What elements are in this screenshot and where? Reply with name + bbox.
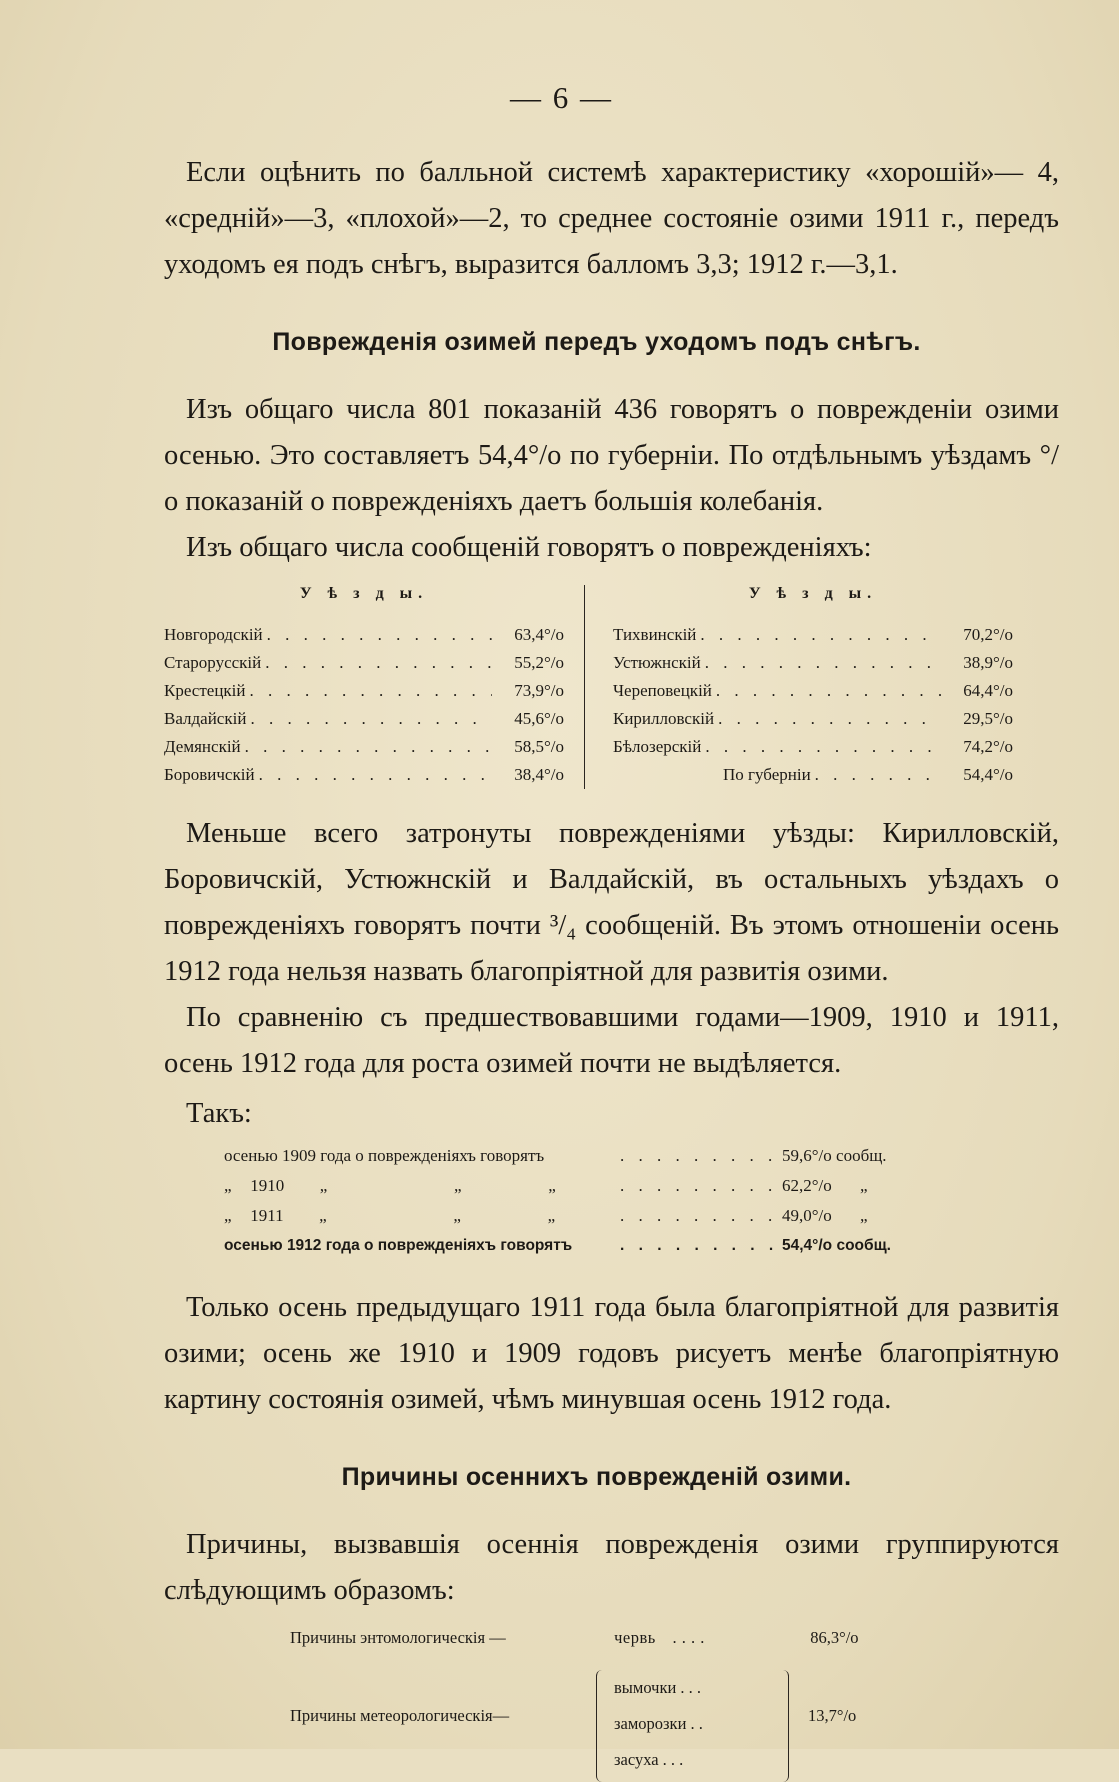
district-row bbox=[613, 733, 1013, 761]
year-label: 1910 bbox=[250, 1176, 285, 1195]
paragraph-scoring: Если оцѣнить по балльной системѣ характеристику «хорошій»— 4, «средній»—3, «плохой»—2, то среднее состояніе озими 1911 г., передъ уходомъ ея подъ снѣгъ, выразится балломъ 3,3; 1912 г.—3,1. bbox=[164, 157, 1059, 280]
right-brace bbox=[780, 1670, 789, 1782]
district-name: Валдайскій bbox=[164, 709, 247, 728]
yearly-damage-list bbox=[224, 1141, 914, 1261]
meteo-items bbox=[614, 1670, 703, 1778]
district-value: 63,4°/о bbox=[514, 625, 564, 644]
leader-dots bbox=[714, 709, 941, 729]
leader-dots bbox=[620, 1146, 782, 1166]
district-value: 74,2°/о bbox=[963, 737, 1013, 756]
year-row-value: 59,6°/о сообщ. bbox=[782, 1146, 887, 1165]
district-name: Кирилловскій bbox=[613, 709, 715, 728]
leader-dots bbox=[241, 737, 492, 757]
ditto-mark: „ bbox=[453, 1176, 462, 1195]
year-row-lead bbox=[224, 1206, 620, 1226]
cause-item: засуха . . . bbox=[614, 1750, 684, 1769]
paragraph-causes-intro: Причины, вызвавшія осеннія поврежденія озими группируются слѣдующимъ образомъ: bbox=[164, 1529, 1059, 1606]
district-row bbox=[613, 649, 1013, 677]
district-column-left bbox=[164, 585, 585, 789]
district-row bbox=[164, 705, 564, 733]
district-row bbox=[164, 733, 564, 761]
district-column-right bbox=[585, 585, 1013, 789]
district-row bbox=[164, 761, 564, 789]
year-row bbox=[224, 1141, 914, 1171]
ditto-mark: „ bbox=[224, 1176, 232, 1195]
cause-item-name: червь bbox=[614, 1628, 656, 1647]
district-name: Новгородскій bbox=[164, 625, 263, 644]
paragraph-least-damaged: Меньше всего затронуты поврежденіями уѣзды: Кирилловскій, Боровичскій, Устюжнскій и Валдайскій, въ остальныхъ уѣздахъ о поврежденіяхъ говорятъ почти ³/₄ сообщеній. Въ этомъ отношеніи осень 1912 года нельзя назвать благопріятной для развитія озими. bbox=[164, 818, 1059, 987]
year-row-value bbox=[782, 1176, 914, 1196]
paragraph-previous-year: Только осень предыдущаго 1911 года была благопріятной для развитія озими; осень же 1910 и 1909 годовъ рисуетъ менѣе благопріятную картину состоянія озимей, чѣмъ минувшая осень 1912 года. bbox=[164, 1292, 1059, 1415]
ditto-mark: „ bbox=[453, 1206, 461, 1225]
district-name: Череповецкій bbox=[613, 681, 712, 700]
district-value: 58,5°/о bbox=[514, 737, 564, 756]
heading-damage-causes: Причины осеннихъ поврежденій озими. bbox=[341, 1463, 852, 1491]
district-value: 38,9°/о bbox=[963, 653, 1013, 672]
paragraph-reports-intro: Изъ общаго числа сообщеній говорятъ о поврежденіяхъ: bbox=[186, 532, 872, 563]
district-value: 73,9°/о bbox=[514, 681, 564, 700]
leader-dots bbox=[620, 1237, 782, 1255]
leader-dots bbox=[246, 681, 492, 701]
district-row bbox=[613, 705, 1013, 733]
district-name: Крестецкій bbox=[164, 681, 246, 700]
district-row bbox=[164, 621, 564, 649]
district-column-header: У ѣ з д ы. bbox=[748, 585, 878, 602]
leader-dots bbox=[620, 1206, 782, 1226]
leader-dots: . . . . bbox=[672, 1628, 705, 1647]
ditto-mark: „ bbox=[224, 1206, 232, 1225]
district-column-header: У ѣ з д ы. bbox=[299, 585, 429, 602]
year-row-value: 54,4°/о сообщ. bbox=[782, 1237, 891, 1254]
year-row-lead bbox=[224, 1176, 620, 1196]
leader-dots bbox=[263, 625, 492, 645]
leader-dots bbox=[261, 653, 492, 673]
year-row bbox=[224, 1231, 914, 1261]
year-value: 49,0°/о bbox=[782, 1206, 832, 1225]
cause-row-entomological bbox=[290, 1628, 859, 1648]
district-value: 70,2°/о bbox=[963, 625, 1013, 644]
year-row-lead: осенью 1909 года о поврежденіяхъ говорятъ bbox=[224, 1146, 545, 1165]
district-value: 29,5°/о bbox=[963, 709, 1013, 728]
leader-dots bbox=[696, 625, 941, 645]
ditto-mark: „ bbox=[319, 1206, 327, 1225]
year-value: 62,2°/о bbox=[782, 1176, 832, 1195]
page-number: — 6 — bbox=[510, 80, 613, 115]
causes-list bbox=[290, 1628, 1059, 1778]
district-damage-table bbox=[164, 585, 1059, 789]
cause-label: Причины энтомологическія — bbox=[290, 1628, 506, 1647]
province-total-row bbox=[613, 761, 1013, 789]
year-row bbox=[224, 1201, 914, 1231]
ditto-mark: „ bbox=[548, 1176, 556, 1195]
district-value: 55,2°/о bbox=[514, 653, 564, 672]
leader-dots bbox=[620, 1176, 782, 1196]
leader-dots bbox=[255, 765, 492, 785]
district-name: Устюжнскій bbox=[613, 653, 701, 672]
cause-value: 86,3°/о bbox=[810, 1628, 859, 1647]
cause-value: 13,7°/о bbox=[808, 1706, 857, 1725]
cause-row-meteorological bbox=[290, 1670, 890, 1782]
paragraph-comparison: По сравненію съ предшествовавшими годами—1909, 1910 и 1911, осень 1912 года для роста озимей почти не выдѣляется. bbox=[164, 1002, 1059, 1079]
district-row bbox=[613, 621, 1013, 649]
cause-label: Причины метеорологическія— bbox=[290, 1706, 510, 1725]
left-brace bbox=[596, 1670, 605, 1782]
year-row-value bbox=[782, 1206, 914, 1226]
district-row bbox=[613, 677, 1013, 705]
leader-dots bbox=[246, 709, 492, 729]
district-name: Бѣлозерскій bbox=[613, 737, 702, 756]
district-value: 38,4°/о bbox=[514, 765, 564, 784]
district-row bbox=[164, 649, 564, 677]
district-row bbox=[164, 677, 564, 705]
cause-item: вымочки . . . bbox=[614, 1678, 702, 1697]
cause-item bbox=[614, 1628, 784, 1648]
paragraph-damage-stats: Изъ общаго числа 801 показаній 436 говорятъ о поврежденіи озими осенью. Это составляетъ 54,4°/о по губерніи. По отдѣльнымъ уѣздамъ °/о показаній о поврежденіяхъ даетъ большія колебанія. bbox=[164, 394, 1059, 517]
district-value: 45,6°/о bbox=[514, 709, 564, 728]
district-name: Демянскій bbox=[164, 737, 241, 756]
ditto-mark: „ bbox=[860, 1176, 868, 1195]
leader-dots bbox=[811, 765, 941, 785]
ditto-mark: „ bbox=[319, 1176, 328, 1195]
district-name: Боровичскій bbox=[164, 765, 255, 784]
district-value: 64,4°/о bbox=[963, 681, 1013, 700]
province-total-label: По губерніи bbox=[723, 765, 811, 784]
heading-winter-damage: Поврежденія озимей передъ уходомъ подъ снѣгъ. bbox=[272, 328, 921, 356]
year-label: 1911 bbox=[250, 1206, 284, 1225]
province-total-value: 54,4°/о bbox=[963, 765, 1013, 784]
ditto-mark: „ bbox=[860, 1206, 868, 1225]
leader-dots bbox=[701, 653, 941, 673]
leader-dots bbox=[712, 681, 941, 701]
label-so: Такъ: bbox=[186, 1098, 252, 1129]
district-name: Старорусскій bbox=[164, 653, 262, 672]
ditto-mark: „ bbox=[547, 1206, 556, 1225]
year-row bbox=[224, 1171, 914, 1201]
year-row-lead: осенью 1912 года о поврежденіяхъ говорятъ bbox=[224, 1237, 573, 1254]
district-name: Тихвинскій bbox=[613, 625, 697, 644]
leader-dots bbox=[701, 737, 941, 757]
cause-item: заморозки . . bbox=[614, 1714, 703, 1733]
